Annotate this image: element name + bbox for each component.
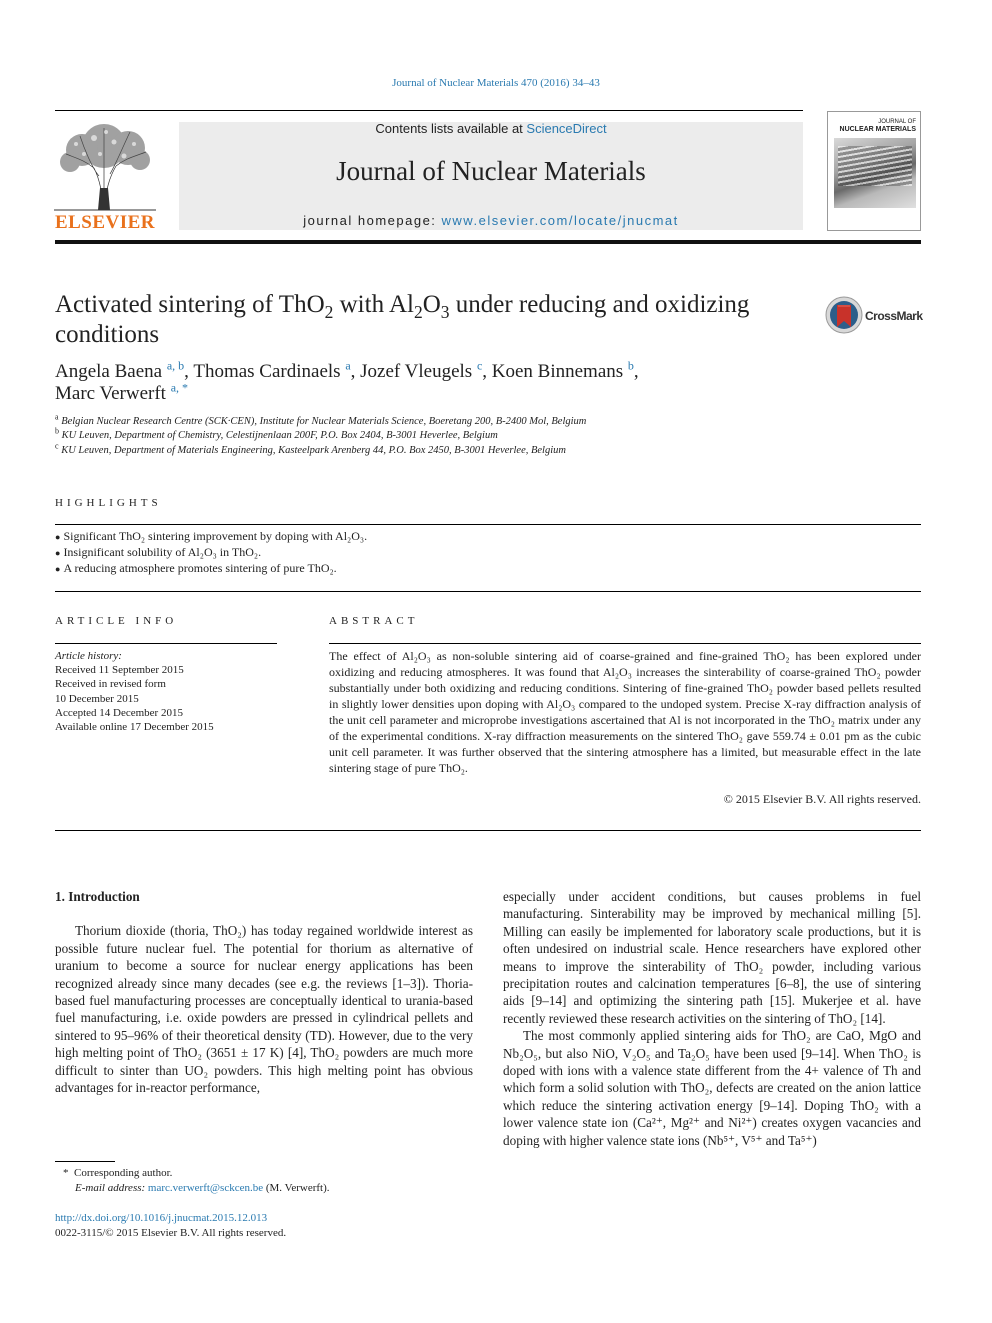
cover-title <box>840 118 916 134</box>
homepage-link[interactable]: www.elsevier.com/locate/jnucmat <box>441 213 679 228</box>
affiliation <box>55 441 915 456</box>
bullet-icon: ● <box>55 564 61 574</box>
affiliation <box>55 412 915 427</box>
highlights-top-rule <box>55 524 921 525</box>
title-subscript: 3 <box>440 302 450 322</box>
body-paragraph: Thorium dioxide (thoria, ThO₂) has today regained worldwide interest as possible future nuclear fuel. The potential for thorium as alternative of uranium to become a source for nuclear energy applications has been recognized already since many decades (see e.g. the reviews [1–3]). Thoria-based fuel manufacturing processes are conceptually identical to urania-based fuel manufacturing, i.e. oxide powders are pressed in cylindrical pellets and sintered to 95–96% of their theoretical density (TD). However, due to the very high melting point of ThO₂ (3651 ± 17 K) [4], ThO₂ powders are much more difficult to sinter than UO₂ powders. This high melting point has obvious advantages for in-reactor performance, <box>55 923 473 1096</box>
author-affiliation-marker[interactable]: b <box>627 358 634 373</box>
history-line: Received in revised form <box>55 678 166 691</box>
abstract-rule <box>329 643 921 644</box>
contents-line <box>179 121 803 136</box>
email-suffix: (M. Verwerft). <box>263 1182 330 1194</box>
footnote <box>55 1166 475 1196</box>
affiliation-label: c <box>55 441 59 451</box>
issn-line: 0022-3115/© 2015 Elsevier B.V. All rights reserved. <box>55 1227 287 1239</box>
history-label: Article history: <box>55 650 122 662</box>
title-part: with Al <box>333 291 414 318</box>
author-name[interactable]: Koen Binnemans <box>491 361 624 382</box>
journal-reference[interactable]: Journal of Nuclear Materials 470 (2016) 34–43 <box>392 77 600 89</box>
cover-title-line1: JOURNAL OF <box>878 119 916 125</box>
affiliation-label: b <box>55 426 59 436</box>
body-paragraph: especially under accident conditions, but causes problems in fuel manufacturing. Sinterability may be improved by mechanical milling [5]. Milling can easily be implemented for laboratory scale productions, but it is often undesired on industrial scale. Hence researchers have explored other means to improve the sinterability of ThO₂ powder, including various precipitation routes and calcination temperatures [6–8], the use of sintering aids [9–14] and optimizing the sintering path [15]. Mukerjee et al. have recently reviewed these research activities on the sintering of ThO₂ [14]. <box>503 889 921 1026</box>
header-top-rule <box>55 110 803 111</box>
author-separator: , <box>350 361 361 382</box>
author-affiliation-marker[interactable]: a, * <box>170 380 189 395</box>
doi-block <box>55 1211 286 1241</box>
title-subscript: 2 <box>413 302 423 322</box>
author-name[interactable]: Angela Baena <box>55 361 163 382</box>
affiliation-text: Belgian Nuclear Research Centre (SCK·CEN), Institute for Nuclear Materials Science, Boeretang 200, B-2400 Mol, Belgium <box>61 416 587 427</box>
header-bottom-rule <box>55 240 921 244</box>
title-part: O <box>422 291 441 318</box>
author-separator: , <box>482 361 492 382</box>
author-affiliation-marker[interactable]: a <box>345 358 351 373</box>
author-separator: , <box>184 361 194 382</box>
highlights-bottom-rule <box>55 591 921 592</box>
crossmark-badge[interactable] <box>825 296 925 336</box>
homepage-line <box>179 213 803 228</box>
crossmark-icon <box>825 296 863 334</box>
highlights-heading: HIGHLIGHTS <box>55 497 162 509</box>
article-info-rule <box>55 643 277 644</box>
highlight-item <box>55 561 337 576</box>
history-line: Received 11 September 2015 <box>55 664 184 677</box>
body-column-right <box>503 888 921 1149</box>
author-list <box>55 358 855 405</box>
publisher-name: ELSEVIER <box>54 212 156 233</box>
elsevier-logo <box>54 118 156 234</box>
elsevier-tree-icon <box>54 118 156 214</box>
sciencedirect-link[interactable]: ScienceDirect <box>526 121 607 136</box>
cover-image-detail <box>838 146 912 186</box>
author-affiliation-marker[interactable]: c <box>476 358 483 373</box>
title-subscript: 2 <box>324 302 334 322</box>
author-name[interactable]: Marc Verwerft <box>55 383 166 404</box>
corresponding-label: Corresponding author. <box>74 1167 173 1179</box>
author-affiliation-marker[interactable]: a, b <box>166 358 185 373</box>
highlight-item <box>55 545 261 560</box>
journal-name: Journal of Nuclear Materials <box>336 156 646 186</box>
author-separator: , <box>633 361 639 382</box>
front-matter-rule <box>55 830 921 831</box>
bullet-icon: ● <box>55 548 61 558</box>
email-line <box>55 1181 475 1196</box>
abstract-text: The effect of Al₂O₃ as non-soluble sintering aid of coarse-grained and fine-grained ThO₂ has been explored under oxidizing and reducing atmospheres. It was found that Al₂O₃ increases the sinterability of coarse-grained ThO₂ powder substantially under both oxidizing and reducing conditions. Sintering of fine-grained ThO₂ powder based pellets resulted in slightly lower densities upon doping with Al₂O₃ compared to the undoped system. Precise X-ray diffraction analysis of the unit cell parameter and microprobe investigations ascertained that Al is not incorporated in the ThO₂ matrix under any of the experimental conditions. X-ray diffraction measurements on the sintered ThO₂ gave 559.74 ± 0.01 pm as the cubic unit cell parameter. It was further observed that the sintering atmosphere has a limited, but measurable effect in the late sintering stage of pure ThO₂. <box>329 649 921 775</box>
journal-cover-thumbnail[interactable] <box>827 111 921 231</box>
highlight-item <box>55 529 367 544</box>
affiliation <box>55 426 915 441</box>
crossmark-label: CrossMark <box>865 309 923 323</box>
affiliation-text: KU Leuven, Department of Materials Engineering, Kasteelpark Arenberg 44, P.O. Box 2450, B-3001 Heverlee, Belgium <box>61 445 566 456</box>
abstract-copyright: © 2015 Elsevier B.V. All rights reserved. <box>723 792 921 806</box>
author-name[interactable]: Thomas Cardinaels <box>193 361 341 382</box>
highlight-text: A reducing atmosphere promotes sintering of pure ThO₂. <box>63 561 337 575</box>
footnote-star: * <box>63 1167 69 1179</box>
affiliation-text: KU Leuven, Department of Chemistry, Celestijnenlaan 200F, P.O. Box 2404, B-3001 Heverlee, Belgium <box>61 430 498 441</box>
history-line: 10 December 2015 <box>55 692 139 705</box>
footnote-rule <box>55 1161 115 1162</box>
doi-link[interactable]: http://dx.doi.org/10.1016/j.jnucmat.2015.12.013 <box>55 1212 268 1224</box>
author-name[interactable]: Jozef Vleugels <box>360 361 473 382</box>
highlight-text: Significant ThO₂ sintering improvement by doping with Al₂O₃. <box>63 529 368 543</box>
journal-header-box <box>179 122 803 230</box>
contents-prefix: Contents lists available at <box>375 121 527 136</box>
article-info-heading: ARTICLE INFO <box>55 615 178 627</box>
title-part: Activated sintering of ThO <box>55 291 325 318</box>
bullet-icon: ● <box>55 532 61 542</box>
highlight-text: Insignificant solubility of Al₂O₃ in ThO₂. <box>63 545 262 559</box>
cover-title-line2: NUCLEAR MATERIALS <box>839 126 916 133</box>
corresponding-author-note <box>55 1166 475 1181</box>
body-paragraph: The most commonly applied sintering aids for ThO₂ are CaO, MgO and Nb₂O₅, but also NiO, V₂O₅ and Ta₂O₅ have been used [9–14]. When ThO₂ is doped with ions with a valence state different from the 4+ valence of Th and which form a solid solution with ThO₂, defects are created on the anion lattice which reduce the sintering activation energy [9–14]. Doping ThO₂ with a lower valence state ion (Ca²⁺, Mg²⁺ and Ni²⁺) creates oxygen vacancies and doping with higher valence state ions (Nb⁵⁺, V⁵⁺ and Ta⁵⁺) <box>503 1028 921 1148</box>
section-heading-introduction: 1. Introduction <box>55 889 140 904</box>
body-column-left <box>55 888 473 1096</box>
abstract-heading: ABSTRACT <box>329 615 419 627</box>
article-title <box>55 290 815 350</box>
title-part: under reducing and oxidizing conditions <box>55 291 750 348</box>
article-history <box>55 649 285 734</box>
email-link[interactable]: marc.verwerft@sckcen.be <box>147 1182 264 1194</box>
homepage-prefix: journal homepage: <box>303 213 442 228</box>
history-line: Available online 17 December 2015 <box>55 721 214 734</box>
email-label: E-mail address: <box>75 1182 148 1194</box>
history-line: Accepted 14 December 2015 <box>55 706 183 719</box>
affiliation-label: a <box>55 412 59 422</box>
